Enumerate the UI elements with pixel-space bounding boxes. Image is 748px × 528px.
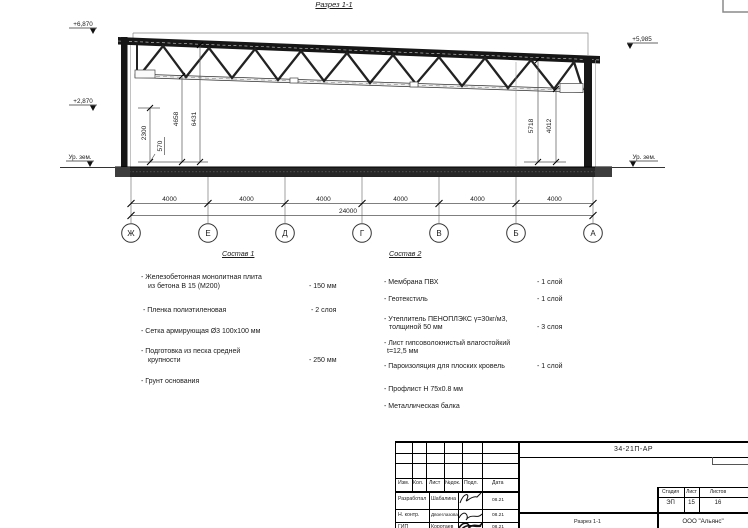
stamp-name: Двоеглазова: [431, 512, 458, 517]
stamp-line: [712, 464, 748, 465]
elevation-arrow-icon: [90, 29, 96, 35]
dim-570: 570: [157, 140, 164, 152]
stamp-line: [712, 457, 713, 464]
stamp-col-izm: Изм.: [398, 480, 410, 486]
elevation-arrow-icon: [627, 44, 633, 50]
axis-e: Е: [205, 229, 211, 238]
stamp-name: Коротаев: [431, 524, 454, 528]
svg-text:4000: 4000: [470, 196, 485, 203]
list-item-value: - 150 мм: [309, 283, 337, 290]
svg-text:4000: 4000: [316, 196, 331, 203]
sheet-label: Лист: [686, 489, 697, 495]
list-item: - Геотекстиль: [384, 296, 428, 303]
list-item: - Пленка полиэтиленовая: [143, 307, 227, 314]
axis-a: А: [590, 229, 596, 238]
left-wall: [121, 37, 128, 168]
svg-text:Ур. зем.: Ур. зем.: [68, 154, 92, 161]
stage-value: ЭП: [666, 500, 675, 506]
stamp-line: [518, 443, 520, 528]
stamp-line: [657, 497, 748, 498]
stamp-drawing-title: Разрез 1-1: [573, 519, 601, 525]
stamp-line: [396, 453, 518, 454]
stamp-date: 08.21: [492, 513, 505, 518]
axis-zh: Ж: [127, 229, 135, 238]
stamp-line: [657, 487, 748, 488]
elevation-arrow-icon: [87, 162, 93, 168]
total-dim-label: 24000: [338, 208, 358, 215]
stamp-role: Разработал: [398, 496, 427, 502]
stamp-col-ndok: №док.: [445, 480, 461, 486]
stamp-line: [429, 491, 430, 528]
list-item-value: - 1 слой: [537, 279, 563, 286]
axis-v: В: [436, 229, 442, 238]
list-item: - Сетка армирующая Ø3 100х100 мм: [141, 328, 261, 335]
sheets-value: 16: [714, 500, 722, 506]
company-name: ООО "Альянс": [682, 518, 724, 525]
section-title: Разрез 1-1: [315, 0, 353, 9]
stamp-line: [396, 463, 518, 464]
vertical-dim-labels: [141, 111, 553, 155]
svg-text:4000: 4000: [393, 196, 408, 203]
list-item-value: - 250 мм: [309, 357, 337, 364]
elevation-arrow-icon: [90, 106, 96, 112]
list-item: - Подготовка из песка средней: [141, 348, 241, 355]
svg-text:+6,870: +6,870: [73, 21, 93, 28]
signature-scribbles: [457, 490, 483, 528]
ground-level-right: [629, 154, 658, 167]
svg-text:4000: 4000: [547, 196, 562, 203]
list-item-value: - 2 слоя: [311, 307, 337, 314]
list-item: - Мембрана ПВХ: [384, 279, 439, 286]
stamp-line: [426, 443, 427, 491]
list-item: - Пароизоляция для плоских кровель: [384, 363, 505, 370]
stamp-role: ГИП: [398, 524, 409, 528]
stage-label: Стадия: [661, 489, 680, 495]
stamp-date: 08.21: [492, 525, 505, 528]
list-item: - Грунт основания: [141, 378, 200, 385]
list-item: - Профлист Н 75х0.8 мм: [384, 386, 463, 393]
list-item: из бетона В 15 (М200): [148, 283, 220, 290]
stamp-line: [462, 443, 463, 491]
list-item-value: - 1 слой: [537, 363, 563, 370]
svg-text:+5,985: +5,985: [632, 36, 652, 43]
svg-text:+2,870: +2,870: [73, 98, 93, 105]
list-item: - Металлическая балка: [384, 403, 460, 410]
grid-axis-bubbles: [122, 224, 603, 243]
stamp-name: Шабалина: [431, 496, 457, 502]
right-wall: [584, 57, 592, 168]
elevation-top-left: [69, 21, 97, 34]
document-code: 34-21П-АР: [613, 446, 654, 453]
axis-b: Б: [513, 229, 519, 238]
ground-level-left: [66, 154, 94, 167]
axis-g: Г: [359, 229, 365, 238]
stamp-col-list: Лист: [429, 480, 441, 486]
list-item: - Лист гипсоволокнистый влагостойкий: [384, 340, 511, 347]
list1-title: Состав 1: [222, 249, 255, 258]
axis-d: Д: [282, 229, 288, 238]
title-block: [395, 441, 748, 528]
list-item: крупности: [148, 357, 181, 364]
stamp-line: [518, 457, 748, 458]
sheets-label: Листов: [709, 489, 727, 495]
list-item: t=12,5 мм: [387, 348, 419, 355]
list-item-value: - 1 слой: [537, 296, 563, 303]
stamp-date: 08.21: [492, 498, 505, 503]
svg-text:4000: 4000: [239, 196, 254, 203]
bottom-dimension-chain: [128, 177, 597, 223]
dim-4658: 4658: [173, 111, 180, 127]
stamp-line: [518, 512, 748, 514]
list2-title: Состав 2: [389, 249, 422, 258]
sheet-value: 15: [688, 500, 695, 506]
frame-corner: [723, 0, 748, 12]
stamp-role: Н. контр.: [398, 512, 420, 518]
list-item: толщиной 50 мм: [389, 324, 443, 331]
list-item: - Железобетонная монолитная плита: [141, 274, 262, 281]
stamp-col-podl: Подл.: [464, 480, 478, 486]
stamp-line: [396, 478, 518, 479]
elevation-arrow-icon: [630, 162, 636, 168]
dim-2300: 2300: [141, 125, 148, 141]
list-item: - Утеплитель ПЕНОПЛЭКС γ=30кг/м3,: [384, 316, 508, 323]
roof: [118, 37, 600, 64]
stamp-col-data: Дата: [492, 480, 504, 486]
stamp-col-kol: Кол.: [413, 480, 424, 486]
vertical-dimensions: [138, 45, 566, 162]
dim-6431: 6431: [191, 111, 198, 127]
floor-slab: [60, 167, 665, 177]
elevation-mid-left: [69, 98, 97, 111]
dim-5718: 5718: [528, 118, 535, 134]
svg-text:Ур. зем.: Ур. зем.: [632, 154, 656, 161]
dim-4012: 4012: [546, 118, 553, 134]
svg-text:4000: 4000: [162, 196, 177, 203]
list-item-value: - 3 слоя: [537, 324, 563, 331]
elevation-top-right: [627, 36, 658, 49]
